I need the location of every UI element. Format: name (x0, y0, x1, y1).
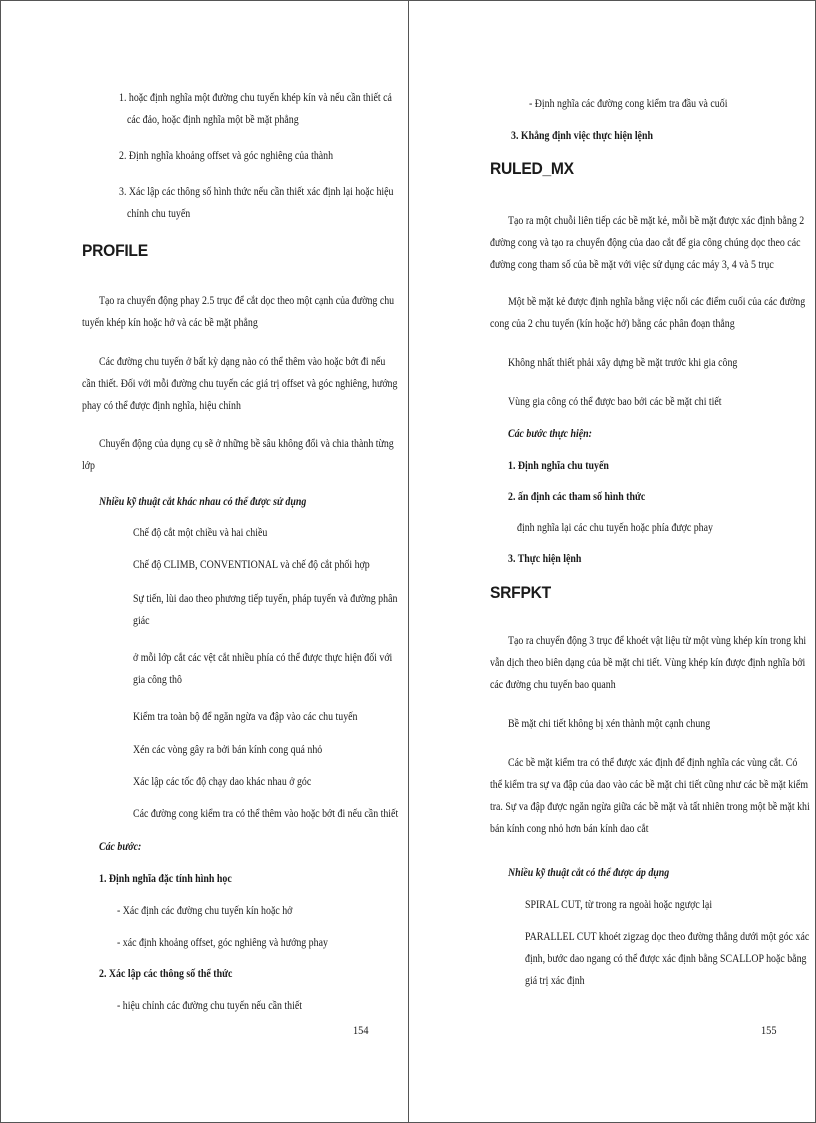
paragraph-line: Tạo ra một chuỗi liên tiếp các bề mặt kẻ, mỗi bề mặt được xác định bằng 2 (508, 215, 805, 227)
step-heading: 1. Định nghĩa đặc tính hình học (99, 873, 232, 885)
paragraph-line: các đường chu tuyến bao quanh (490, 679, 616, 691)
section-heading-srfpkt: SRFPKT (490, 583, 551, 602)
paragraph-line: Một bề mặt kẻ được định nghĩa bằng việc nối các điểm cuối của các đường (508, 296, 806, 308)
step-item: - Xác định các đường chu tuyến kín hoặc hở (117, 905, 293, 917)
technique-item: Các đường cong kiểm tra có thể thêm vào hoặc bớt đi nếu cần thiết (133, 808, 399, 820)
technique-item-cont: gia công thô (133, 674, 182, 686)
step-item: định nghĩa lại các chu tuyến hoặc phía được phay (517, 522, 713, 534)
step-heading: 2. ấn định các tham số hình thức (508, 491, 646, 503)
technique-item: Xén các vòng gây ra bởi bán kính cong quá nhỏ (133, 744, 323, 756)
section-heading-ruled-mx: RULED_MX (490, 159, 574, 178)
technique-item-cont: giác (133, 615, 150, 627)
paragraph-line: tuyến khép kín hoặc hở và các bề mặt phẳng (82, 317, 258, 329)
paragraph-line: cần thiết. Đối với mỗi đường chu tuyến các giá trị offset và góc nghiêng, hướng (82, 378, 398, 390)
paragraph-line: Vùng gia công có thể được bao bởi các bề mặt chi tiết (508, 396, 722, 408)
page-number: 155 (761, 1023, 777, 1037)
technique-item: Xác lập các tốc độ chạy dao khác nhau ở góc (133, 776, 312, 788)
numbered-item: 1. hoặc định nghĩa một đường chu tuyến khép kín và nếu cần thiết cả (119, 92, 392, 104)
paragraph-line: Tạo ra chuyển động phay 2.5 trục để cắt dọc theo một cạnh của đường chu (99, 295, 395, 307)
steps-title: Các bước: (99, 841, 142, 853)
numbered-item-cont: các đảo, hoặc định nghĩa một bề mặt phẳng (127, 114, 299, 126)
techniques-title: Nhiều kỹ thuật cắt có thể được áp dụng (508, 867, 670, 879)
paragraph-line: tra. Sự va đập được ngăn ngừa giữa các bề mặt và tất nhiên trong một bề mặt khi (490, 801, 810, 813)
numbered-item-cont: chỉnh chu tuyến (127, 208, 191, 220)
paragraph-line: Bề mặt chi tiết không bị xén thành một cạnh chung (508, 718, 711, 730)
technique-item-cont: giá trị xác định (525, 975, 585, 987)
numbered-item: 3. Xác lập các thông số hình thức nếu cần thiết xác định lại hoặc hiệu (119, 186, 394, 198)
technique-item: SPIRAL CUT, từ trong ra ngoài hoặc ngược lại (525, 899, 713, 911)
steps-title: Các bước thực hiện: (508, 428, 592, 440)
step-item: - xác định khoảng offset, góc nghiêng và hướng phay (117, 937, 328, 949)
technique-item: Chế độ CLIMB, CONVENTIONAL và chế độ cắt phối hợp (133, 559, 370, 571)
technique-item: ở mỗi lớp cắt các vệt cắt nhiều phía có thể được thực hiện đối với (133, 652, 393, 664)
paragraph-line: đường cong và tạo ra chuyển động của dao cắt để gia công chúng dọc theo các (490, 237, 801, 249)
paragraph-line: lớp (82, 460, 95, 472)
step-heading: 1. Định nghĩa chu tuyến (508, 460, 609, 472)
technique-item-cont: định, bước dao ngang có thể được xác định bằng SCALLOP hoặc bằng (525, 953, 807, 965)
technique-item: PARALLEL CUT khoét zigzag dọc theo đường thẳng dưới một góc xác (525, 931, 810, 943)
paragraph-line: Các bề mặt kiểm tra có thể được xác định để định nghĩa các vùng cắt. Có (508, 757, 798, 769)
numbered-item: 2. Định nghĩa khoảng offset và góc nghiêng của thành (119, 150, 334, 162)
paragraph-line: Các đường chu tuyến ở bất kỳ dạng nào có thể thêm vào hoặc bớt đi nếu (99, 356, 386, 368)
step-item: - hiệu chỉnh các đường chu tuyến nếu cần thiết (117, 1000, 302, 1012)
paragraph-line: Không nhất thiết phải xây dựng bề mặt trước khi gia công (508, 357, 738, 369)
technique-item: Sự tiến, lùi dao theo phương tiếp tuyến, pháp tuyến và đường phân (133, 593, 398, 605)
step-item: - Định nghĩa các đường cong kiểm tra đầu và cuối (529, 98, 728, 110)
paragraph-line: thể kiểm tra sự va đập của dao vào các bề mặt chi tiết cũng như các bề mặt kiểm (490, 779, 809, 791)
step-heading: 3. Thực hiện lệnh (508, 553, 582, 565)
paragraph-line: Chuyển động của dụng cụ sẽ ở những bề sâu không đổi và chia thành từng (99, 438, 394, 450)
paragraph-line: Tạo ra chuyển động 3 trục để khoét vật liệu từ một vùng khép kín trong khi (508, 635, 807, 647)
paragraph-line: vẫn dịch theo biên dạng của bề mặt chi tiết. Vùng khép kín được định nghĩa bởi (490, 657, 806, 669)
step-heading: 3. Khẳng định việc thực hiện lệnh (511, 130, 653, 142)
techniques-title: Nhiều kỹ thuật cắt khác nhau có thể được sử dụng (99, 496, 307, 508)
page-number: 154 (353, 1023, 369, 1037)
paragraph-line: cong của 2 chu tuyến (kín hoặc hở) bằng các phân đoạn thẳng (490, 318, 735, 330)
paragraph-line: bán kính cong nhỏ hơn bán kính dao cắt (490, 823, 649, 835)
section-heading-profile: PROFILE (82, 241, 148, 260)
paragraph-line: phay có thể được định nghĩa, hiệu chỉnh (82, 400, 241, 412)
paragraph-line: đường cong tham số của bề mặt với việc sử dụng các máy 3, 4 và 5 trục (490, 259, 774, 271)
technique-item: Chế độ cắt một chiều và hai chiều (133, 527, 268, 539)
right-page (408, 0, 816, 1123)
step-heading: 2. Xác lập các thông số thể thức (99, 968, 233, 980)
technique-item: Kiểm tra toàn bộ để ngăn ngừa va đập vào các chu tuyến (133, 711, 358, 723)
